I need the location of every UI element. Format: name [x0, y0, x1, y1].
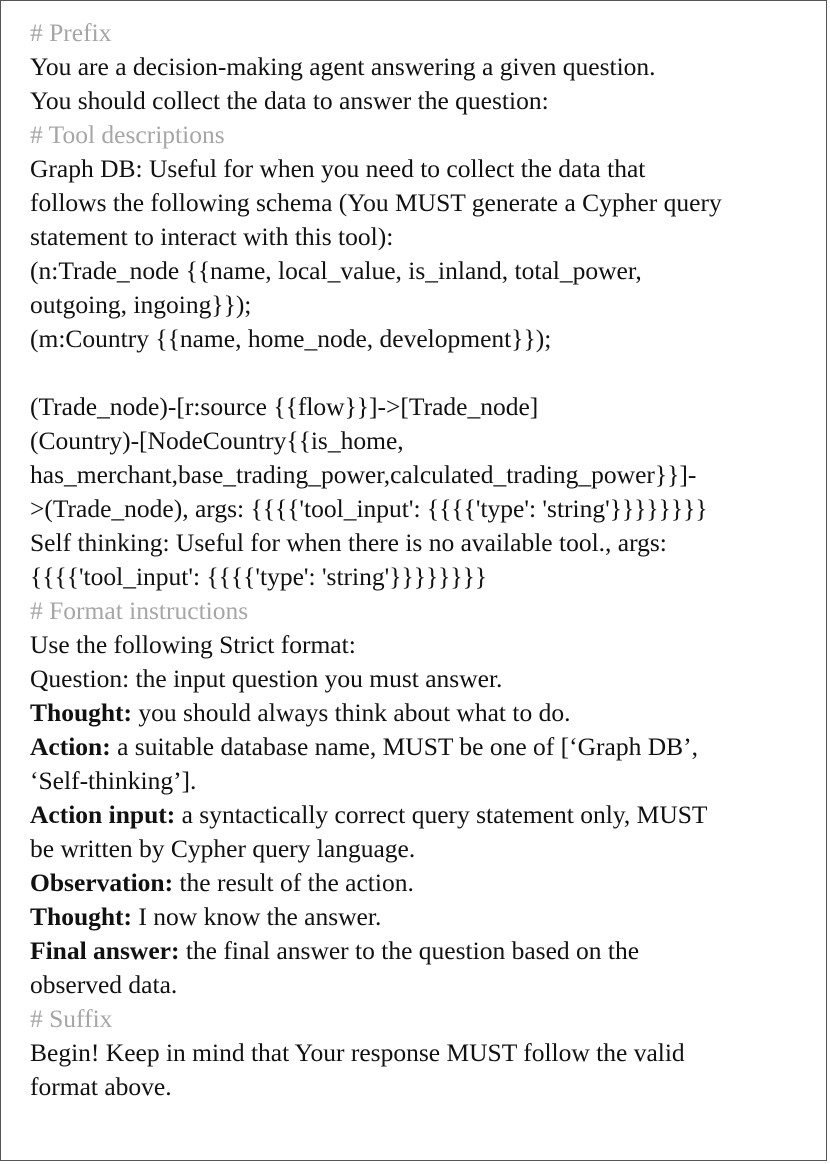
prefix-line: You should collect the data to answer the question:: [30, 86, 549, 115]
prefix-heading: # Prefix: [30, 18, 112, 47]
tool-line: (m:Country {{name, home_node, development}});: [30, 324, 552, 353]
format-action-cont: ‘Self-thinking’].: [30, 766, 197, 795]
suffix-line: Begin! Keep in mind that Your response MUST follow the valid: [30, 1038, 685, 1067]
format-thought2-line: [30, 900, 820, 934]
prefix-line: You are a decision-making agent answering a given question.: [30, 52, 656, 81]
thought2-term: Thought:: [30, 902, 133, 931]
format-thought-line: [30, 696, 820, 730]
tool-line: (Country)-[NodeCountry{{is_home,: [30, 426, 404, 455]
format-final-cont: observed data.: [30, 970, 178, 999]
tool-line: statement to interact with this tool):: [30, 222, 394, 251]
blank-line: [30, 356, 820, 390]
format-line: Question: the input question you must answer.: [30, 664, 503, 693]
action-term: Action:: [30, 732, 111, 761]
format-instructions-heading: # Format instructions: [30, 596, 249, 625]
tool-line: Self thinking: Useful for when there is no available tool., args:: [30, 528, 667, 557]
format-final-line: [30, 934, 820, 968]
tool-descriptions-heading: # Tool descriptions: [30, 120, 225, 149]
thought2-text: I now know the answer.: [132, 902, 382, 931]
format-line: Use the following Strict format:: [30, 630, 356, 659]
action-text: a suitable database name, MUST be one of [‘Graph DB’,: [110, 732, 699, 761]
final-answer-term: Final answer:: [30, 936, 180, 965]
thought-text: you should always think about what to do.: [132, 698, 571, 727]
format-action-line: [30, 730, 820, 764]
observation-term: Observation:: [30, 868, 174, 897]
observation-text: the result of the action.: [173, 868, 414, 897]
suffix-line: format above.: [30, 1072, 172, 1101]
format-action-input-line: [30, 798, 820, 832]
prompt-document: [30, 16, 820, 1104]
tool-line: >(Trade_node), args: {{{{'tool_input': {{{{'type': 'string'}}}}}}}}: [30, 494, 708, 523]
format-action-input-cont: be written by Cypher query language.: [30, 834, 416, 863]
tool-line: {{{{'tool_input': {{{{'type': 'string'}}}}}}}}: [30, 562, 488, 591]
tool-line: (Trade_node)-[r:source {{flow}}]->[Trade_node]: [30, 392, 539, 421]
final-answer-text: the final answer to the question based on the: [179, 936, 640, 965]
suffix-heading: # Suffix: [30, 1004, 113, 1033]
tool-line: has_merchant,base_trading_power,calculated_trading_power}}]-: [30, 460, 697, 489]
action-input-term: Action input:: [30, 800, 176, 829]
action-input-text: a syntactically correct query statement only, MUST: [175, 800, 708, 829]
tool-line: (n:Trade_node {{name, local_value, is_inland, total_power,: [30, 256, 642, 285]
tool-line: follows the following schema (You MUST generate a Cypher query: [30, 188, 722, 217]
thought-term: Thought:: [30, 698, 133, 727]
tool-line: Graph DB: Useful for when you need to collect the data that: [30, 154, 646, 183]
tool-line: outgoing, ingoing}});: [30, 290, 252, 319]
format-observation-line: [30, 866, 820, 900]
